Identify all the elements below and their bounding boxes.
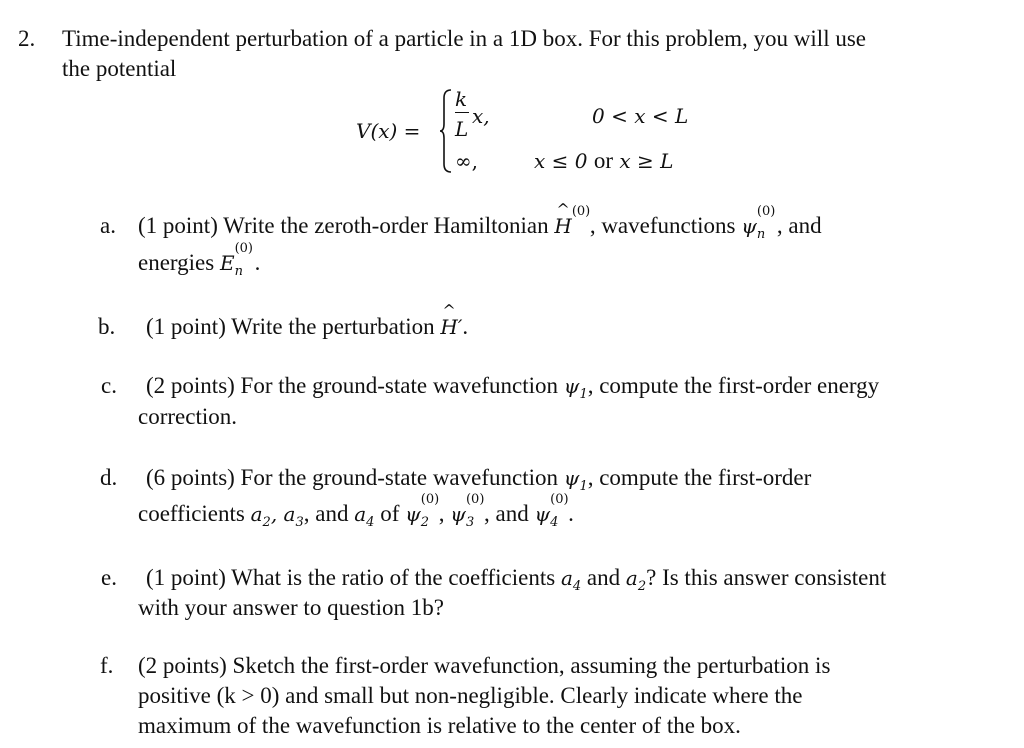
part-b-label: b. (98, 314, 116, 339)
part-a-post: , and (776, 213, 822, 238)
case2-condition-or: or (593, 148, 614, 173)
part-e-text: (1 point) What is the ratio of the coefficients (146, 565, 556, 590)
fraction-bar (455, 112, 469, 113)
part-f-line1: (2 points) Sketch the first-order wavefunction, assuming the perturbation is (138, 653, 831, 678)
a2-symbol: $a_2$ (625, 566, 647, 594)
part-f-line3: maximum of the wavefunction is relative to the center of the box. (138, 713, 741, 738)
part-f-line2: positive (k > 0) and small but non-negligible. Clearly indicate where the (138, 683, 803, 708)
part-a-line2 (138, 241, 261, 279)
part-a-period: . (254, 250, 261, 275)
psi1-symbol: $\psi_1$ (563, 374, 588, 402)
case2-expression: ∞, (455, 149, 479, 173)
problem-intro-line1: Time-independent perturbation of a particle in a 1D box. For this problem, you will use (62, 26, 867, 51)
part-b-line1 (146, 312, 468, 342)
fraction-numerator: k (455, 87, 468, 111)
part-d-label: d. (100, 465, 118, 490)
equation-lhs: V(x) = (356, 119, 421, 143)
part-a-text: (1 point) Write the zeroth-order Hamiltonian (138, 213, 549, 238)
part-e-line1 (146, 563, 886, 593)
part-c-text: (2 points) For the ground-state wavefunction (146, 373, 558, 398)
part-b-text: (1 point) Write the perturbation (146, 314, 435, 339)
case2-condition-b: x ≥ L (619, 149, 674, 173)
part-c-label: c. (101, 373, 117, 398)
part-e-post: ? Is this answer consistent (646, 565, 887, 590)
coefficient-a4: $a_4$ (354, 502, 375, 530)
perturbation-symbol: ^ H′ (440, 312, 462, 342)
part-c-line2: correction. (138, 404, 237, 429)
problem-number: 2. (18, 26, 36, 51)
part-d-and2: , and (483, 501, 529, 526)
part-b-period: . (462, 314, 469, 339)
coefficient-symbols: $a_2$, $a_3$ (250, 502, 304, 530)
part-d-text: (6 points) For the ground-state wavefunction (146, 465, 558, 490)
left-brace-icon (438, 88, 454, 174)
part-a-energies: energies (138, 250, 215, 275)
problem-intro-line2: the potential (62, 56, 177, 81)
wavefunction-symbol: ψ (0) n (741, 204, 776, 242)
energy-symbol: E (0) n (219, 241, 253, 279)
part-c-line1 (146, 371, 879, 401)
part-e-and: and (586, 565, 621, 590)
case2-condition (534, 146, 673, 176)
part-d-line2: coefficients $a_2$, $a_3$, and $a_4$ of ψ (0) 2 , ψ (0) 3 , and ψ (0) 4 . (138, 492, 574, 530)
psi1-symbol-d: $\psi_1$ (563, 466, 588, 494)
part-d-and1: , and (303, 501, 349, 526)
case2-condition-a: x ≤ 0 (534, 149, 588, 173)
part-c-post: , compute the first-order energy (587, 373, 880, 398)
part-d-post: , compute the first-order (587, 465, 812, 490)
part-e-label: e. (101, 565, 117, 590)
part-a-label: a. (100, 213, 116, 238)
psi2-symbol: ψ (0) 2 (405, 492, 440, 530)
part-f-label: f. (100, 653, 114, 678)
a4-symbol: $a_4$ (560, 566, 582, 594)
case1-condition: 0 < x < L (592, 104, 689, 128)
case1-expression: x, (472, 104, 490, 128)
part-d-period: . (568, 501, 574, 526)
psi4-symbol: ψ (0) 4 (534, 492, 569, 530)
part-a-mid: , wavefunctions (589, 213, 736, 238)
psi3-symbol: ψ (0) 3 (450, 492, 485, 530)
fraction-denominator: L (455, 117, 469, 141)
hamiltonian-symbol: ^ H (0) (554, 211, 571, 241)
part-d-coefficients: coefficients (138, 501, 245, 526)
part-d-of: of (380, 501, 400, 526)
part-e-line2: with your answer to question 1b? (138, 595, 444, 620)
